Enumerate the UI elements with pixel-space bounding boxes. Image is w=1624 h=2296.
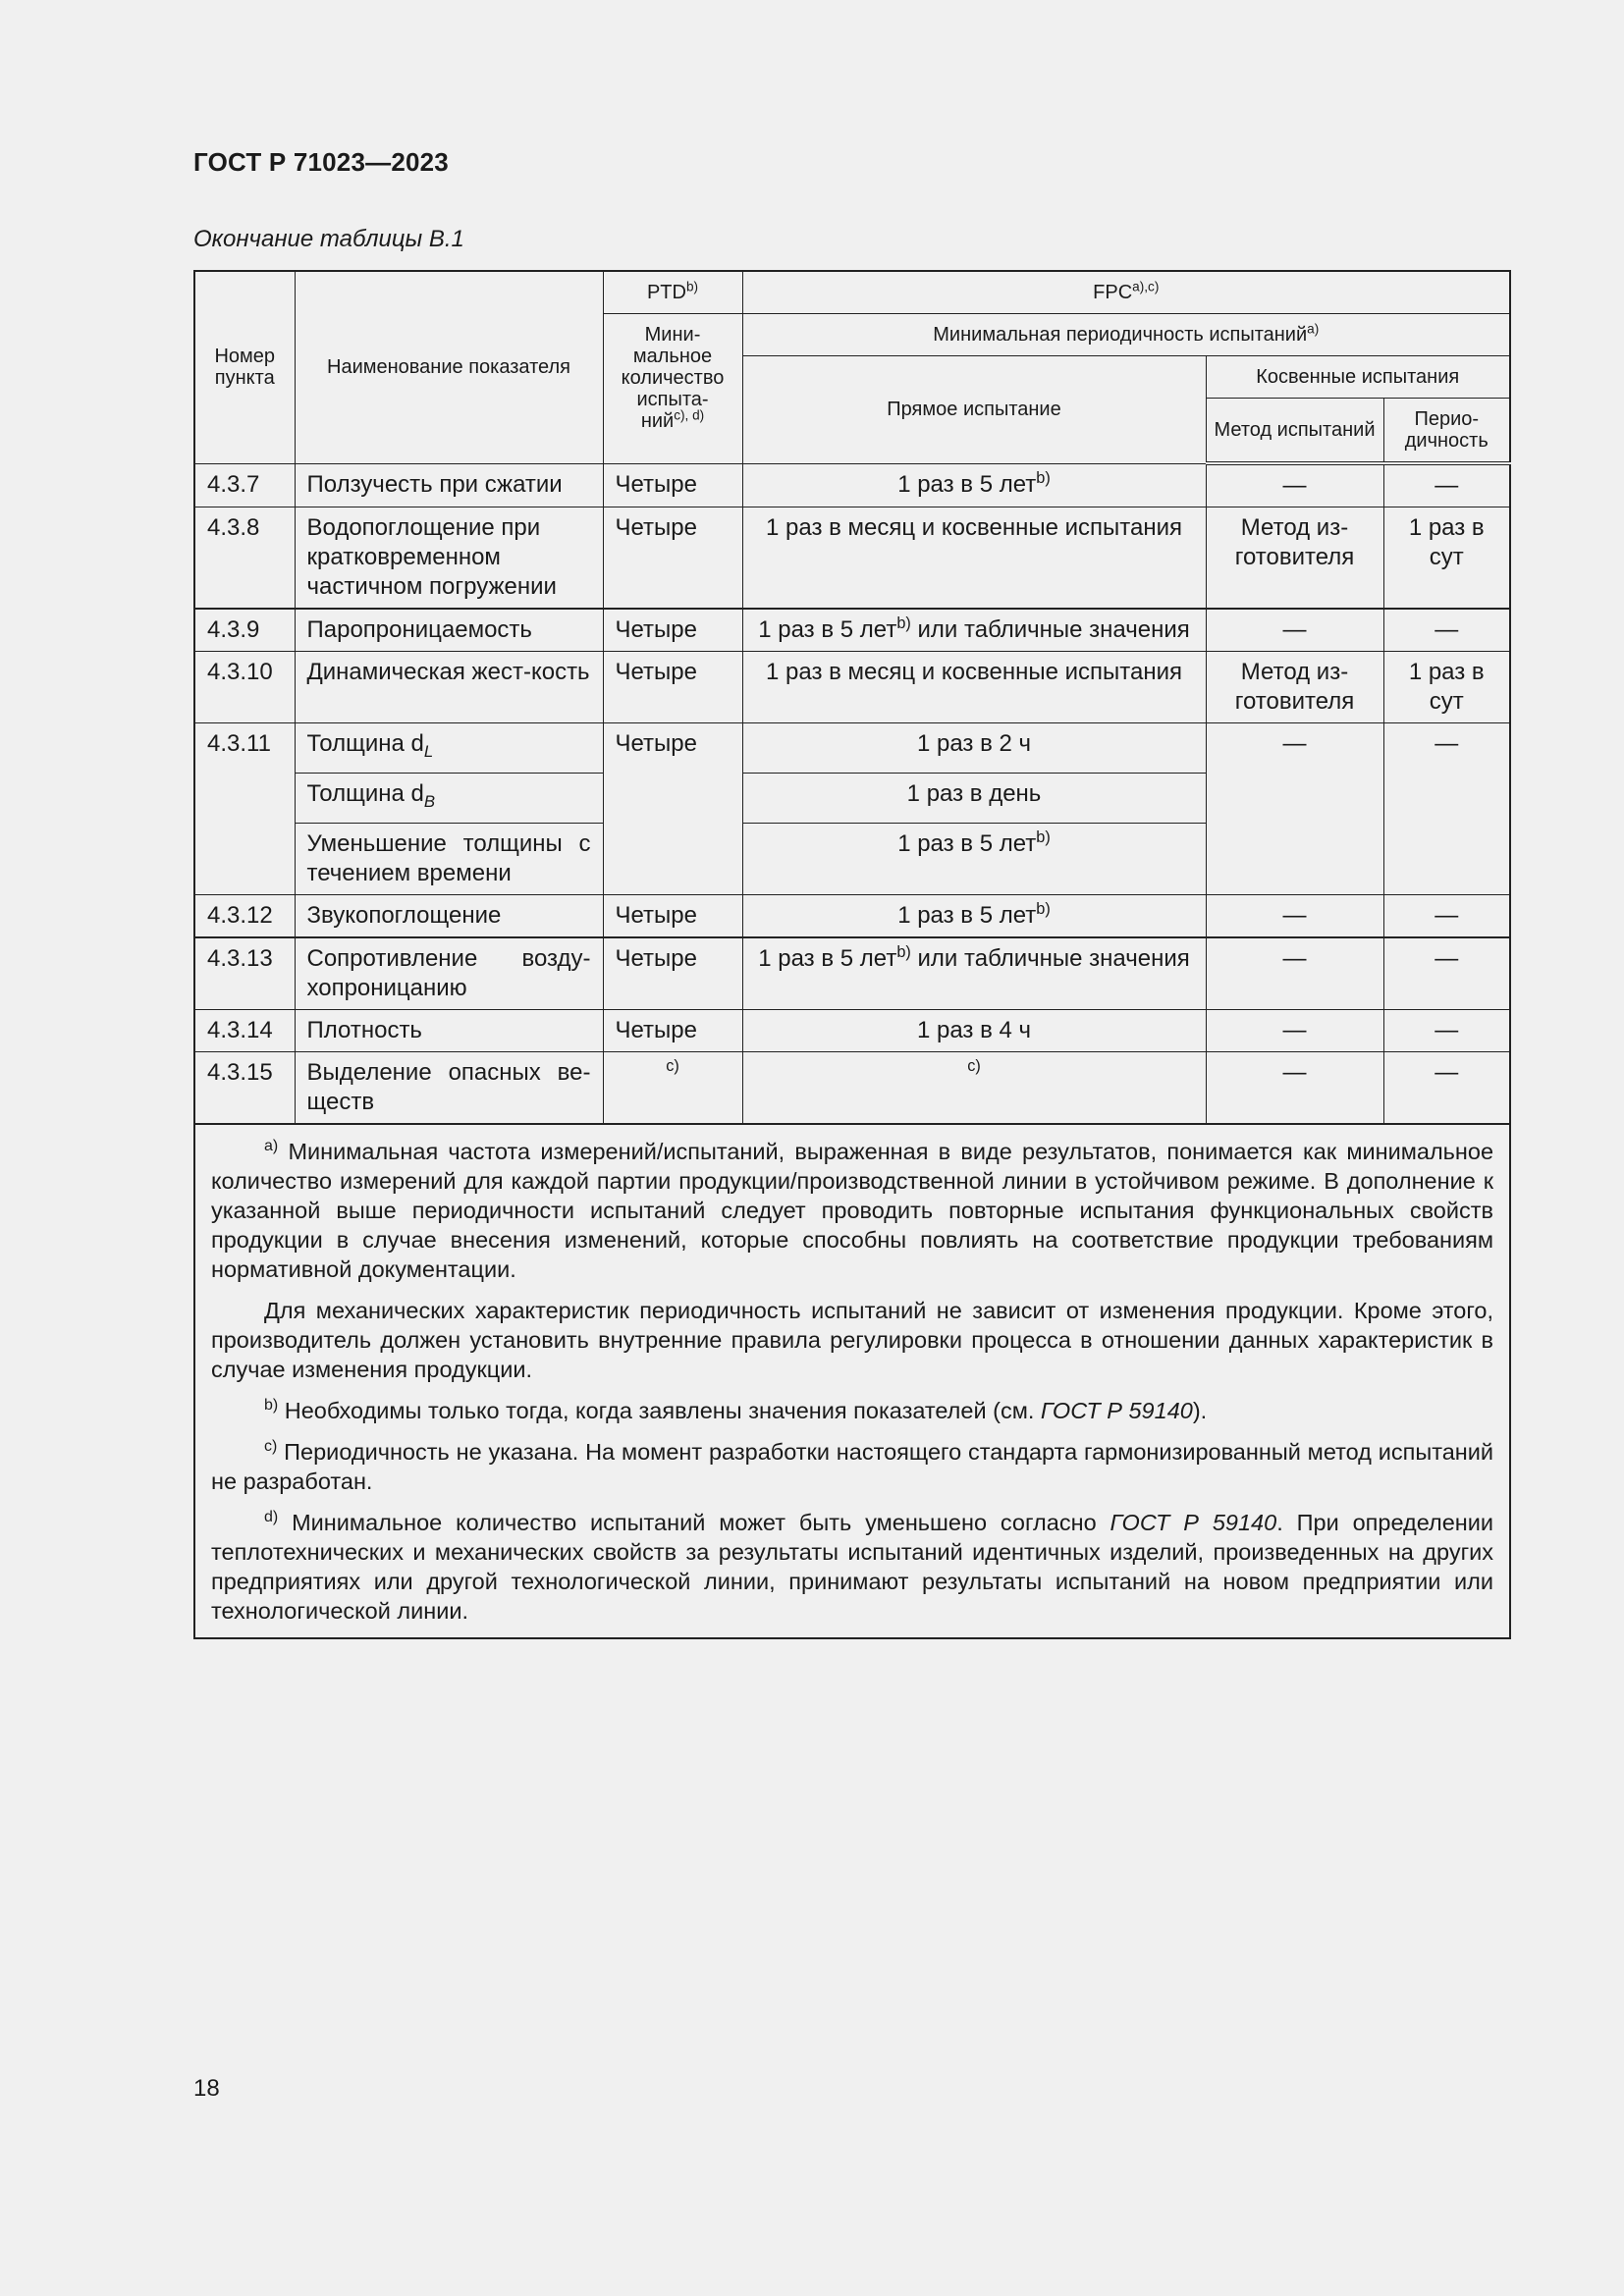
row-number: 4.3.14 [194, 1009, 295, 1051]
row-name: Динамическая жест-кость [295, 652, 603, 723]
row-name: Выделение опасных ве-ществ [295, 1051, 603, 1124]
row-name: Ползучесть при сжатии [295, 463, 603, 507]
row-number: 4.3.9 [194, 609, 295, 652]
col-method-header: Метод испытаний [1206, 399, 1383, 464]
table-notes [194, 1124, 1510, 1638]
note-b: $^{b)}$ Необходимы только тогда, когда заявлены значения показателей (см. ГОСТ Р 59140). [264, 1396, 1208, 1423]
row-period: — [1383, 894, 1510, 937]
note-c: $^{c)}$ Периодичность не указана. На момент разработки настоящего стандарта гармонизированный метод испытаний не разработан. [211, 1437, 1494, 1494]
table-caption: Окончание таблицы В.1 [193, 226, 464, 252]
table-row [194, 507, 1510, 610]
row-method: — [1206, 609, 1383, 652]
note-mechanical: Для механических характеристик периодичность испытаний не зависит от изменения продукции. Кроме этого, производитель должен установить внутренние правила регулировки процесса в отношении данных характеристик в случае изменения продукции. [211, 1297, 1494, 1382]
row-period: 1 раз в сут [1383, 507, 1510, 610]
row-period: 1 раз в сут [1383, 652, 1510, 723]
row-period: — [1383, 723, 1510, 895]
row-count: Четыре [603, 937, 742, 1010]
row-method: — [1206, 1009, 1383, 1051]
row-count: Четыре [603, 507, 742, 610]
row-number: 4.3.15 [194, 1051, 295, 1124]
row-period: — [1383, 463, 1510, 507]
row-name: Звукопоглощение [295, 894, 603, 937]
row-name: Плотность [295, 1009, 603, 1051]
table-row [194, 1051, 1510, 1124]
row-direct: 1 раз в месяц и косвенные испытания [742, 652, 1206, 723]
table-row [194, 723, 1510, 774]
row-direct: c) [742, 1051, 1206, 1124]
row-method: Метод из-готовителя [1206, 507, 1383, 610]
row-number: 4.3.11 [194, 723, 295, 895]
row-count: Четыре [603, 609, 742, 652]
row-method: — [1206, 1051, 1383, 1124]
col-fpc-header: $FPC^{a),c)}$ [742, 271, 1510, 314]
table-row [194, 894, 1510, 937]
notes-row [194, 1124, 1510, 1638]
row-method: Метод из-готовителя [1206, 652, 1383, 723]
col-name-header: Наименование показателя [295, 271, 603, 463]
row-count: Четыре [603, 463, 742, 507]
col-period-header: Перио- дичность [1383, 399, 1510, 464]
row-direct: 1 раз в месяц и косвенные испытания [742, 507, 1206, 610]
row-method: — [1206, 463, 1383, 507]
col-min-periodicity-header: Минимальная периодичность испытаний$^{a)}$ [742, 314, 1510, 356]
row-period: — [1383, 609, 1510, 652]
row-direct: 1 раз в 5 лет$^{b)}$ или табличные значения [742, 937, 1206, 1010]
row-name: Толщина $d_B$ [295, 773, 603, 823]
row-count: Четыре [603, 1009, 742, 1051]
table-row [194, 609, 1510, 652]
col-number-header: Номер пункта [194, 271, 295, 463]
row-number: 4.3.13 [194, 937, 295, 1010]
row-method: — [1206, 894, 1383, 937]
table-row [194, 463, 1510, 507]
row-period: — [1383, 1009, 1510, 1051]
row-name: Уменьшение толщины с течением времени [295, 823, 603, 894]
row-number: 4.3.12 [194, 894, 295, 937]
col-direct-header: Прямое испытание [742, 356, 1206, 464]
row-method: — [1206, 723, 1383, 895]
col-ptd-header: PTD$^{b)}$ [603, 271, 742, 314]
row-count: c) [603, 1051, 742, 1124]
row-direct: 1 раз в 4 ч [742, 1009, 1206, 1051]
row-number: 4.3.8 [194, 507, 295, 610]
row-direct: 1 раз в день [742, 773, 1206, 823]
row-name: Сопротивление возду-хопроницанию [295, 937, 603, 1010]
header-row-1 [194, 271, 1510, 314]
row-number: 4.3.10 [194, 652, 295, 723]
row-direct: 1 раз в 5 лет$^{b)}$ [742, 894, 1206, 937]
document-header: ГОСТ Р 71023—2023 [193, 147, 449, 177]
note-d: $^{d)}$ Минимальное количество испытаний может быть уменьшено согласно ГОСТ Р 59140. При определении теплотехнических и механических свойств за результаты испытаний идентичных изделий, произведенных на других предприятиях или другой технологической линии, принимают результаты испытаний на новом предприятии или технологической линии. [211, 1508, 1494, 1624]
table-row [194, 1009, 1510, 1051]
page-number: 18 [193, 2075, 220, 2102]
row-number: 4.3.7 [194, 463, 295, 507]
row-direct: 1 раз в 5 лет$^{b)}$ [742, 463, 1206, 507]
row-method: — [1206, 937, 1383, 1010]
row-count: Четыре [603, 894, 742, 937]
note-a: $^{a)}$ Минимальная частота измерений/испытаний, выраженная в виде результатов, понимается как минимальное количество измерений для каждой партии продукции/производственной линии в устойчивом режиме. В дополнение к указанной выше периодичности испытаний следует проводить повторные испытания функциональных свойств продукции в случае внесения изменений, которые способны повлиять на соответствие продукции требованиям нормативной документации. [211, 1137, 1494, 1282]
table-row [194, 652, 1510, 723]
row-count: Четыре [603, 652, 742, 723]
row-period: — [1383, 937, 1510, 1010]
row-name: Толщина $d_L$ [295, 723, 603, 774]
row-direct: 1 раз в 2 ч [742, 723, 1206, 774]
row-period: — [1383, 1051, 1510, 1124]
row-name: Водопоглощение при кратковременном частичном погружении [295, 507, 603, 610]
col-min-count-header: Мини- мальное количество испыта- ний$^{c), d)}$ [603, 314, 742, 464]
row-name: Паропроницаемость [295, 609, 603, 652]
col-indirect-header: Косвенные испытания [1206, 356, 1510, 399]
properties-table [193, 270, 1511, 1639]
row-direct: 1 раз в 5 лет$^{b)}$ или табличные значения [742, 609, 1206, 652]
table-row [194, 937, 1510, 1010]
row-count: Четыре [603, 723, 742, 895]
row-direct: 1 раз в 5 лет$^{b)}$ [742, 823, 1206, 894]
